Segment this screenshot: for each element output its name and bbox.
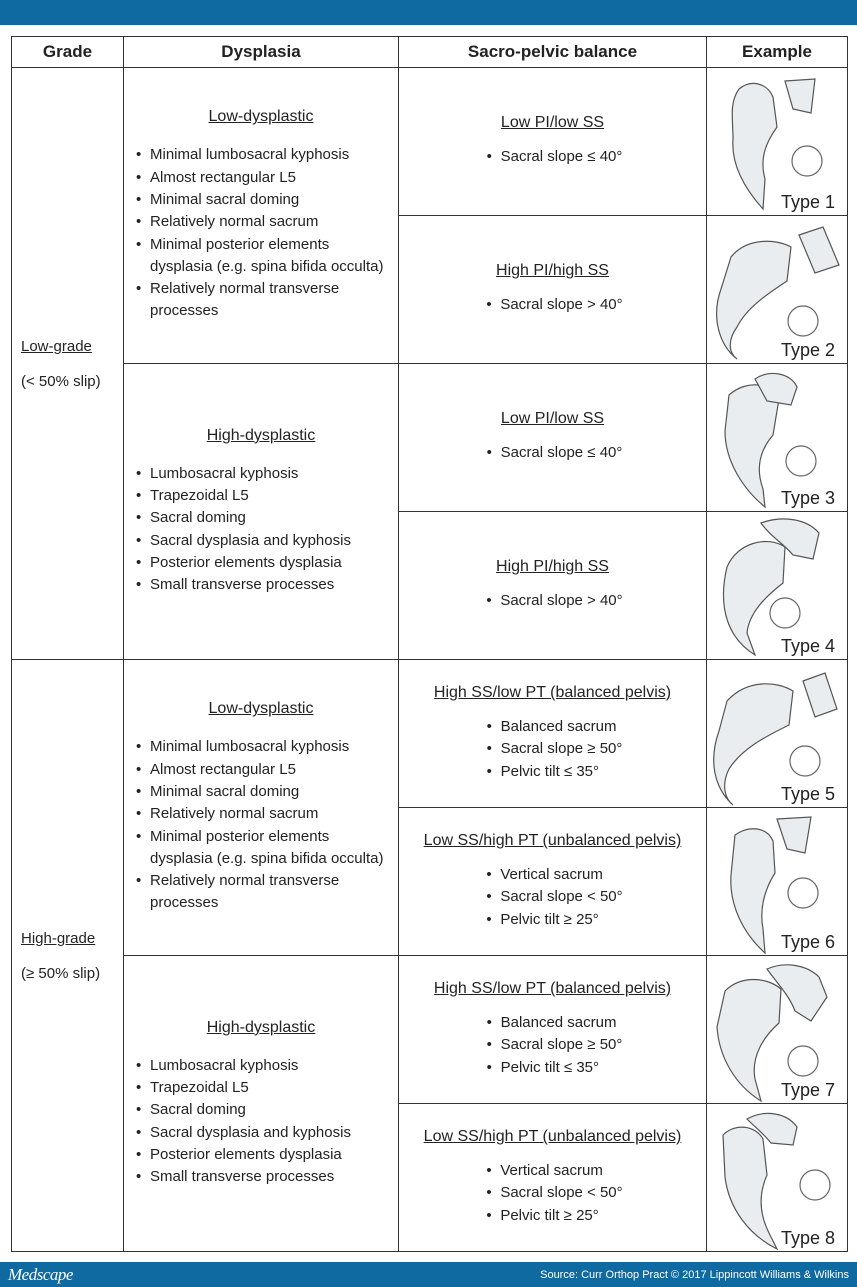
list-item: • Sacral slope ≥ 50° (483, 738, 623, 761)
dysplasia-title: Low-dysplastic (208, 700, 314, 718)
balance-cell (399, 364, 707, 512)
list-item: • Pelvic tilt ≥ 25° (482, 909, 622, 932)
dysplasia-cell (124, 364, 399, 660)
type-label: Type 7 (780, 1080, 835, 1100)
list-item: • Relatively normal sacrum (132, 211, 390, 233)
balance-title: High PI/high SS (496, 558, 609, 576)
list-item: • Small transverse processes (132, 1166, 390, 1188)
list-item: • Sacral slope ≤ 40° (483, 146, 623, 169)
example-cell (707, 808, 848, 956)
list-item: • Balanced sacrum (483, 716, 623, 739)
example-cell (707, 1104, 848, 1252)
list-item: • Sacral dysplasia and kyphosis (132, 1122, 390, 1144)
dysplasia-cell (124, 68, 399, 364)
header-row (12, 37, 848, 68)
balance-cell (399, 216, 707, 364)
list-item: • Sacral slope ≥ 50° (483, 1034, 623, 1057)
list-item: • Trapezoidal L5 (132, 485, 390, 507)
header-balance: Sacro-pelvic balance (399, 37, 707, 68)
list-item: • Posterior elements dysplasia (132, 552, 390, 574)
balance-cell (399, 1104, 707, 1252)
list-item: • Minimal lumbosacral kyphosis (132, 736, 390, 758)
balance-cell (399, 956, 707, 1104)
example-cell (707, 216, 848, 364)
dysplasia-cell (124, 956, 399, 1252)
list-item: • Small transverse processes (132, 574, 390, 596)
list-item: • Balanced sacrum (483, 1012, 623, 1035)
dysplasia-title: High-dysplastic (206, 426, 316, 444)
balance-title: Low SS/high PT (unbalanced pelvis) (423, 831, 682, 849)
type-label: Type 5 (780, 784, 835, 804)
grade-cell-low (12, 68, 124, 660)
balance-title: Low PI/low SS (500, 114, 605, 132)
source-credit: Source: Curr Orthop Pract © 2017 Lippincott Williams & Wilkins (540, 1268, 849, 1281)
list-item: • Sacral slope > 40° (482, 590, 622, 613)
list-item: • Vertical sacrum (482, 1160, 622, 1183)
type-label: Type 8 (780, 1228, 835, 1248)
list-item: • Posterior elements dysplasia (132, 1144, 390, 1166)
type-label: Type 2 (780, 340, 835, 360)
balance-title: High PI/high SS (496, 262, 609, 280)
header-grade: Grade (12, 37, 124, 68)
dysplasia-title: Low-dysplastic (208, 108, 314, 126)
list-item: • Minimal posterior elements dysplasia (e.g. spina bifida occulta) (132, 826, 390, 871)
grade-cell-high (12, 660, 124, 1252)
list-item: • Almost rectangular L5 (132, 759, 390, 781)
list-item: • Lumbosacral kyphosis (132, 1055, 390, 1077)
list-item: • Minimal lumbosacral kyphosis (132, 144, 390, 166)
example-cell (707, 68, 848, 216)
table-row (12, 660, 848, 808)
footer-bar (0, 1262, 857, 1287)
list-item: • Pelvic tilt ≤ 35° (483, 1057, 623, 1080)
list-item: • Trapezoidal L5 (132, 1077, 390, 1099)
balance-cell (399, 512, 707, 660)
example-cell (707, 512, 848, 660)
list-item: • Minimal sacral doming (132, 781, 390, 803)
dysplasia-cell (124, 660, 399, 956)
balance-title: Low SS/high PT (unbalanced pelvis) (423, 1127, 682, 1145)
grade-title: High-grade (21, 929, 96, 947)
grade-subtitle: (< 50% slip) (21, 372, 101, 390)
list-item: • Vertical sacrum (482, 864, 622, 887)
grade-subtitle: (≥ 50% slip) (21, 964, 101, 982)
table-row (12, 364, 848, 512)
dysplasia-title: High-dysplastic (206, 1018, 316, 1036)
balance-cell (399, 808, 707, 956)
list-item: • Relatively normal transverse processes (132, 870, 390, 915)
type-label: Type 4 (780, 636, 835, 656)
type-label: Type 1 (780, 192, 835, 212)
list-item: • Minimal sacral doming (132, 189, 390, 211)
balance-cell (399, 660, 707, 808)
list-item: • Sacral doming (132, 1099, 390, 1121)
table-row (12, 68, 848, 216)
medscape-logo: Medscape (8, 1264, 73, 1284)
balance-title: Low PI/low SS (500, 410, 605, 428)
list-item: • Sacral slope ≤ 40° (483, 442, 623, 465)
list-item: • Relatively normal sacrum (132, 803, 390, 825)
list-item: • Sacral dysplasia and kyphosis (132, 530, 390, 552)
header-example: Example (707, 37, 848, 68)
spondylolisthesis-classification-table (11, 36, 848, 1252)
header-dysplasia: Dysplasia (124, 37, 399, 68)
list-item: • Sacral slope > 40° (482, 294, 622, 317)
list-item: • Sacral slope < 50° (482, 886, 622, 909)
balance-title: High SS/low PT (balanced pelvis) (433, 979, 672, 997)
type-label: Type 3 (780, 488, 835, 508)
list-item: • Sacral doming (132, 507, 390, 529)
balance-title: High SS/low PT (balanced pelvis) (433, 683, 672, 701)
list-item: • Relatively normal transverse processes (132, 278, 390, 323)
top-bar (0, 0, 857, 25)
list-item: • Pelvic tilt ≤ 35° (483, 761, 623, 784)
example-cell (707, 660, 848, 808)
example-cell (707, 364, 848, 512)
list-item: • Almost rectangular L5 (132, 167, 390, 189)
balance-cell (399, 68, 707, 216)
list-item: • Sacral slope < 50° (482, 1182, 622, 1205)
table-row (12, 956, 848, 1104)
type-label: Type 6 (780, 932, 835, 952)
example-cell (707, 956, 848, 1104)
grade-title: Low-grade (21, 337, 92, 355)
list-item: • Pelvic tilt ≥ 25° (482, 1205, 622, 1228)
list-item: • Lumbosacral kyphosis (132, 463, 390, 485)
list-item: • Minimal posterior elements dysplasia (e.g. spina bifida occulta) (132, 234, 390, 279)
